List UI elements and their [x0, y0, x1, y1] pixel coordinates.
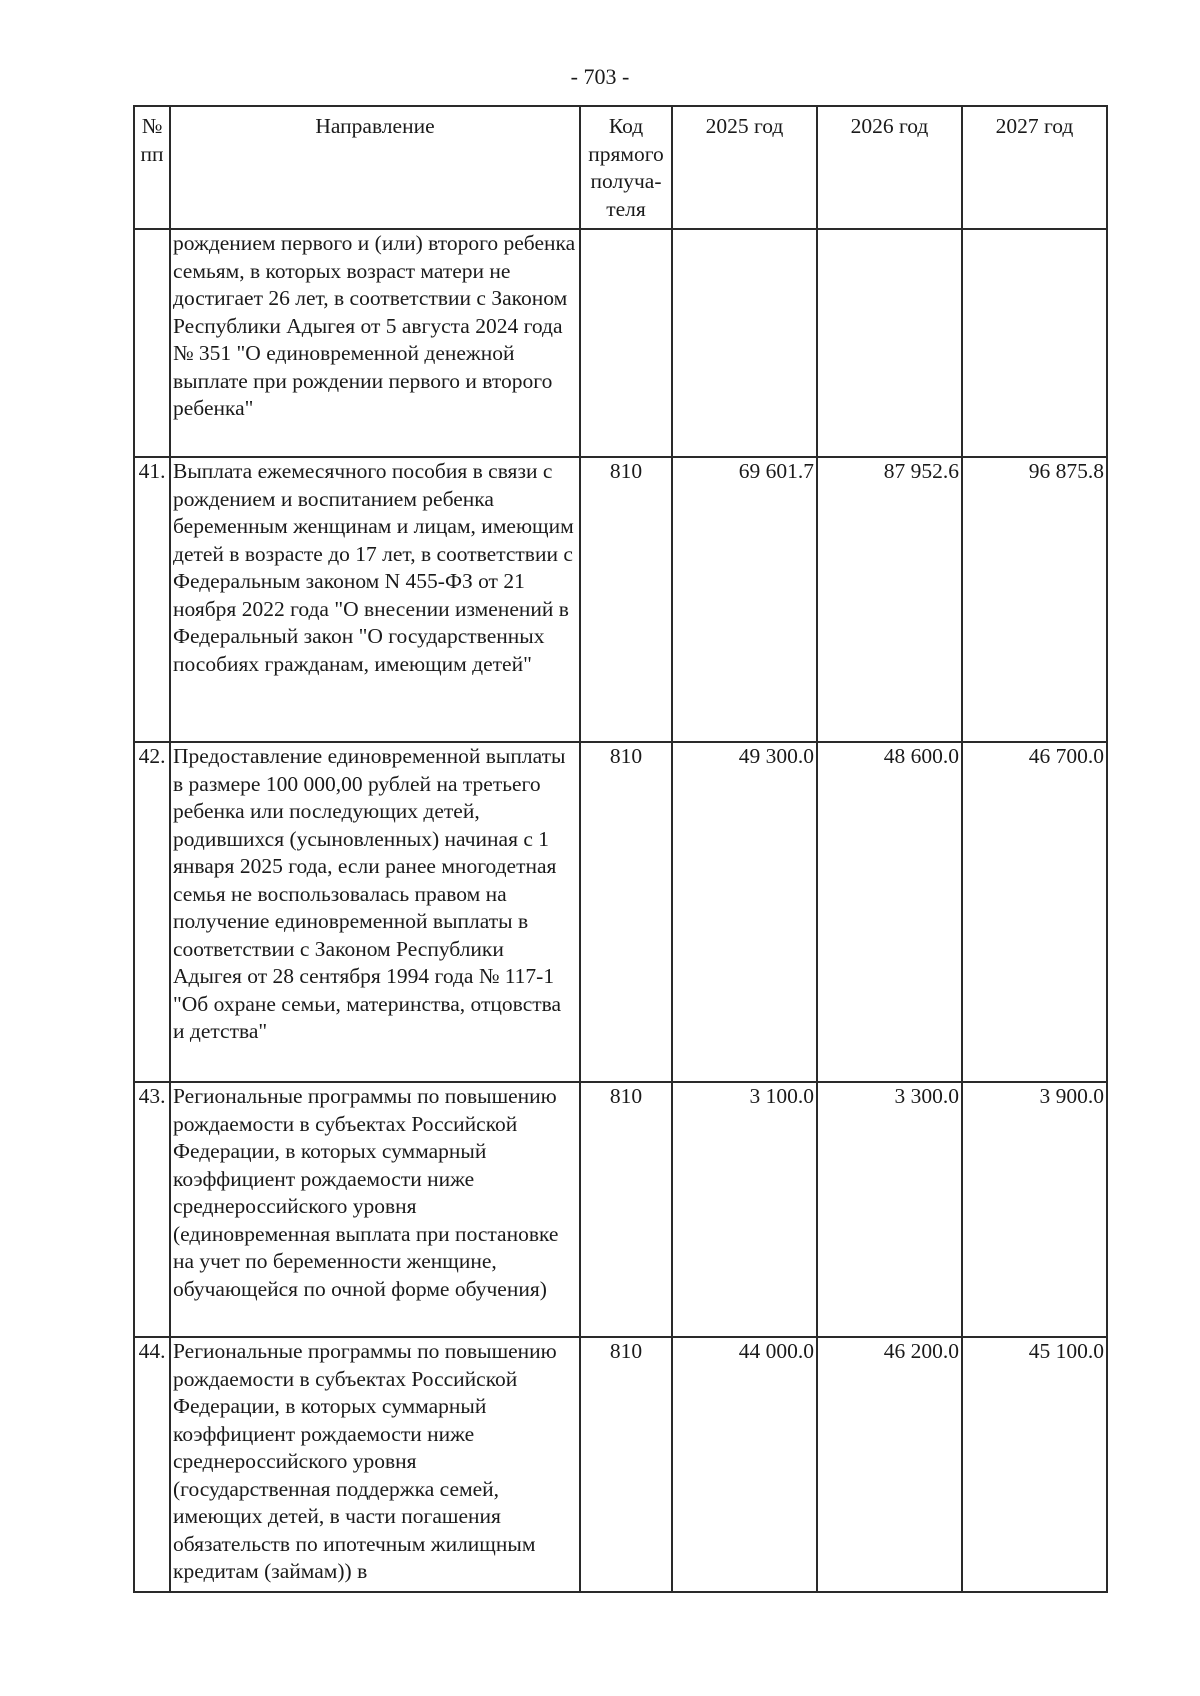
table-row: [134, 229, 1107, 457]
header-2027: 2027 год: [962, 106, 1107, 229]
row-2027: 45 100.0: [962, 1337, 1107, 1592]
table-header-row: [134, 106, 1107, 229]
row-direction: Выплата ежемесячного пособия в связи с рождением и воспитанием ребенка беременным женщинам и лицам, имеющим детей в возрасте до 17 лет, в соответствии с Федеральным законом N 455-ФЗ от 21 ноября 2022 года "О внесении изменений в Федеральный закон "О государственных пособиях гражданам, имеющим детей": [170, 457, 580, 742]
row-direction: Региональные программы по повышению рождаемости в субъектах Российской Федерации, в которых суммарный коэффициент рождаемости ниже среднероссийского уровня (единовременная выплата при постановке на учет по беременности женщине, обучающейся по очной форме обучения): [170, 1082, 580, 1337]
row-2025: 3 100.0: [672, 1082, 817, 1337]
row-2025: [672, 229, 817, 457]
row-num: 41.: [134, 457, 170, 742]
row-2026: [817, 229, 962, 457]
header-code: Код прямого получа-теля: [580, 106, 672, 229]
row-2027: 46 700.0: [962, 742, 1107, 1082]
budget-table: [133, 105, 1108, 1593]
row-code: 810: [580, 742, 672, 1082]
row-2027: 3 900.0: [962, 1082, 1107, 1337]
row-2025: 49 300.0: [672, 742, 817, 1082]
row-2026: 46 200.0: [817, 1337, 962, 1592]
header-2025: 2025 год: [672, 106, 817, 229]
row-direction: Предоставление единовременной выплаты в размере 100 000,00 рублей на третьего ребенка или последующих детей, родившихся (усыновленных) начиная с 1 января 2025 года, если ранее многодетная семья не воспользовалась правом на получение единовременной выплаты в соответствии с Законом Республики Адыгея от 28 сентября 1994 года № 117-1 "Об охране семьи, материнства, отцовства и детства": [170, 742, 580, 1082]
header-num: № пп: [134, 106, 170, 229]
row-num: [134, 229, 170, 457]
row-code: 810: [580, 1337, 672, 1592]
row-code: 810: [580, 1082, 672, 1337]
row-2025: 69 601.7: [672, 457, 817, 742]
row-direction: Региональные программы по повышению рождаемости в субъектах Российской Федерации, в которых суммарный коэффициент рождаемости ниже среднероссийского уровня (государственная поддержка семей, имеющих детей, в части погашения обязательств по ипотечным жилищным кредитам (займам)) в: [170, 1337, 580, 1592]
row-2026: 87 952.6: [817, 457, 962, 742]
row-num: 43.: [134, 1082, 170, 1337]
table-row: [134, 1082, 1107, 1337]
row-num: 44.: [134, 1337, 170, 1592]
row-2027: 96 875.8: [962, 457, 1107, 742]
row-direction: рождением первого и (или) второго ребенка семьям, в которых возраст матери не достигает 26 лет, в соответствии с Законом Республики Адыгея от 5 августа 2024 года № 351 "О единовременной денежной выплате при рождении первого и второго ребенка": [170, 229, 580, 457]
row-2026: 48 600.0: [817, 742, 962, 1082]
row-2025: 44 000.0: [672, 1337, 817, 1592]
table-row: [134, 742, 1107, 1082]
header-direction: Направление: [170, 106, 580, 229]
row-2026: 3 300.0: [817, 1082, 962, 1337]
table-row: [134, 457, 1107, 742]
row-2027: [962, 229, 1107, 457]
row-code: [580, 229, 672, 457]
row-code: 810: [580, 457, 672, 742]
table-row: [134, 1337, 1107, 1592]
row-num: 42.: [134, 742, 170, 1082]
page-number: - 703 -: [570, 64, 630, 89]
header-2026: 2026 год: [817, 106, 962, 229]
